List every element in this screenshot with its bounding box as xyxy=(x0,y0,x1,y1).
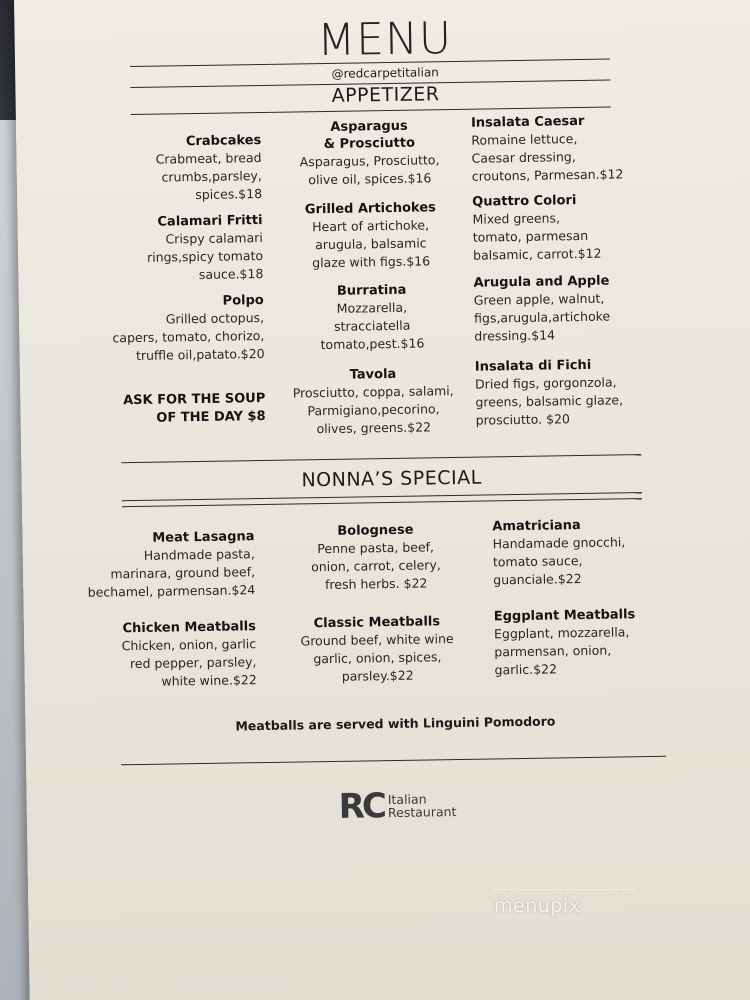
item-description: Dried figs, gorgonzola, greens, balsamic glaze, prosciutto. $20 xyxy=(474,374,624,428)
item-name: Quattro Colori xyxy=(472,193,577,210)
menu-item xyxy=(473,272,644,346)
menu-item xyxy=(91,132,262,206)
divider-line xyxy=(121,756,666,766)
item-description: Mixed greens, tomato, parmesan balsamic, carrot.$12 xyxy=(472,210,602,263)
item-description: Crispy calamari rings,spicy tomato sauce.$18 xyxy=(146,229,264,283)
menu-item xyxy=(86,618,257,692)
item-name: Asparagus & Prosciutto xyxy=(323,118,416,153)
item-name: Insalata Caesar xyxy=(470,113,585,131)
item-description: Asparagus, Prosciutto, olive oil, spices.$16 xyxy=(299,152,440,188)
menu-item xyxy=(492,516,663,590)
restaurant-logo xyxy=(338,785,456,827)
nonnas-special-heading: NONNA’S SPECIAL xyxy=(301,466,482,492)
menu-item xyxy=(92,212,263,286)
item-name: Chicken Meatballs xyxy=(122,619,257,637)
menu-sheet xyxy=(14,0,750,1000)
menu-item xyxy=(84,528,255,602)
item-name: Tavola xyxy=(349,366,397,383)
menu-item xyxy=(288,365,459,439)
instagram-handle: @redcarpetitalian xyxy=(331,65,439,81)
menu-item xyxy=(290,521,461,595)
item-description: Green apple, walnut, figs,arugula,artichoke dressing.$14 xyxy=(473,290,611,344)
item-description: Crabmeat, bread crumbs,parsley, spices.$18 xyxy=(155,150,263,203)
item-description: Grilled octopus, capers, tomato, chorizo, truffle oil,patato.$20 xyxy=(112,309,265,364)
menupix-watermark: menupix xyxy=(494,895,581,917)
item-name: Bolognese xyxy=(337,522,414,539)
menu-item xyxy=(94,292,265,366)
item-name: Eggplant Meatballs xyxy=(493,607,636,625)
menu-item xyxy=(471,112,642,186)
item-description: Mozzarella, stracciatella tomato,pest.$16 xyxy=(320,299,425,353)
logo-text: Italian Restaurant xyxy=(387,791,457,821)
item-description: Handamade gnocchi, tomato sauce, guanciale.$22 xyxy=(492,534,626,588)
item-description: Penne pasta, beef, onion, carrot, celery, fresh herbs. $22 xyxy=(311,539,441,593)
appetizer-heading: APPETIZER xyxy=(331,83,440,107)
item-name: Crabcakes xyxy=(185,133,262,150)
item-description: Romaine lettuce, Caesar dressing, croutons, Parmesan.$12 xyxy=(471,131,624,184)
item-name: Grilled Artichokes xyxy=(304,200,436,218)
item-description: Chicken, onion, garlic red pepper, parsley, white wine.$22 xyxy=(121,636,257,689)
soup-of-the-day: ASK FOR THE SOUP OF THE DAY $8 xyxy=(123,390,266,426)
item-description: Prosciutto, coppa, salami, Parmigiano,pecorino, olives, greens.$22 xyxy=(292,383,454,437)
menu-item xyxy=(292,613,463,687)
item-name: Classic Meatballs xyxy=(313,614,441,632)
logo-mark: RC xyxy=(338,786,385,827)
menu-item xyxy=(285,199,456,273)
meatballs-note: Meatballs are served with Linguini Pomodoro xyxy=(235,713,556,734)
item-name: Polpo xyxy=(222,292,264,309)
menu-item xyxy=(494,606,665,680)
watermark-line xyxy=(494,889,634,890)
menu-item xyxy=(475,356,646,430)
menu-title: MENU xyxy=(316,13,453,67)
item-name: Meat Lasagna xyxy=(152,529,255,546)
item-name: Amatriciana xyxy=(492,518,581,535)
item-description: Ground beef, white wine garlic, onion, spices, parsley.$22 xyxy=(300,631,454,684)
item-description: Handmade pasta, marinara, ground beef, bechamel, parmensan.$24 xyxy=(87,546,256,600)
menu-item xyxy=(472,191,643,265)
menu-item xyxy=(284,117,455,190)
item-name: Arugula and Apple xyxy=(473,273,610,291)
divider-line xyxy=(121,454,641,463)
item-description: Eggplant, mozzarella, parmensan, onion, garlic.$22 xyxy=(493,624,630,678)
menu-item xyxy=(287,281,458,355)
item-name: Calamari Fritti xyxy=(157,212,263,230)
item-name: Insalata di Fichi xyxy=(474,357,592,375)
item-name: Burratina xyxy=(336,282,407,299)
item-description: Heart of artichoke, arugula, balsamic glaze with figs.$16 xyxy=(312,217,431,271)
